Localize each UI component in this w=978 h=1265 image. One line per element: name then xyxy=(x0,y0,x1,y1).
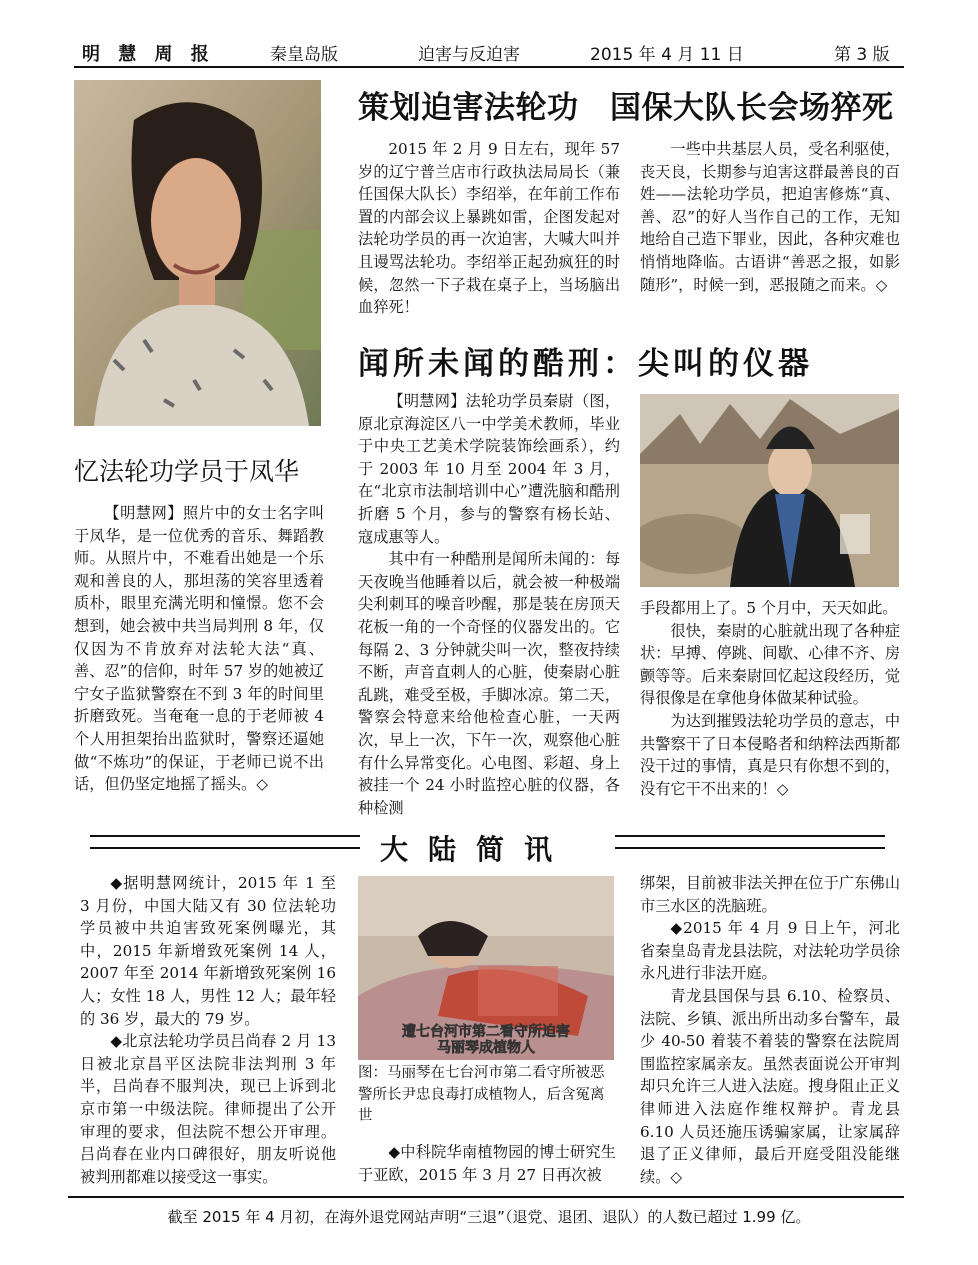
article1-col1 xyxy=(358,138,620,319)
paper-name: 明 慧 周 报 xyxy=(82,44,215,65)
footer-notice: 截至 2015 年 4 月初，在海外退党网站声明“三退”（退党、退团、退队）的人数已超过 1.99 亿。 xyxy=(167,1208,811,1226)
brief-3: ◆中科院华南植物园的博士研究生于亚欧，2015 年 3 月 27 日再次被 xyxy=(358,1143,616,1184)
article3-p4: 很快，秦尉的心脏就出现了各种症状：早搏、停跳、间歇、心律不齐、房颤等等。后来秦尉回忆起这段经历，觉得很像是在拿他身体做某种试验。 xyxy=(640,621,900,708)
portrait-photo xyxy=(74,80,321,426)
article3-p3: 手段都用上了。5 个月中，天天如此。 xyxy=(640,599,898,617)
page-number: 第 3 版 xyxy=(834,45,890,65)
briefs-col2 xyxy=(358,1141,616,1186)
photo-overlay-line2: 马丽琴成植物人 xyxy=(437,1040,535,1056)
article1-body2: 一些中共基层人员，受名利驱使，丧天良，长期参与迫害这群最善良的百姓——法轮功学员，把迫害修炼“真、善、忍”的好人当作自己的工作，无知地给自己造下罪业，因此，各种灾难也悄悄地降临。古语讲“善恶之报，如影随形”，时候一到，恶报随之而来。◇ xyxy=(640,140,900,294)
brief-4: ◆2015 年 4 月 9 日上午，河北省秦皇岛青龙县法院，对法轮功学员徐永凡进行非法开庭。 xyxy=(640,919,900,983)
separator-left-bars xyxy=(90,835,360,849)
article2-body-col xyxy=(74,502,324,796)
brief-3-continued: 绑架，目前被非法关押在位于广东佛山市三水区的洗脑班。 xyxy=(640,874,900,915)
separator-right-bars xyxy=(615,835,885,849)
article3-p5: 为达到摧毁法轮功学员的意志，中共警察干了日本侵略者和纳粹法西斯都没干过的事情，真是只有你想不到的，没有它干不出来的！◇ xyxy=(640,711,900,798)
photo-caption: 图：马丽琴在七台河市第二看守所被恶警所长尹忠良毒打成植物人，后含冤离世 xyxy=(358,1065,605,1124)
headline-article3: 闻所未闻的酷刑：尖叫的仪器 xyxy=(358,346,813,382)
ma-liqin-photo xyxy=(358,876,614,1060)
article3-p1: 【明慧网】法轮功学员秦尉（图，原北京海淀区八一中学美术教师，毕业于中央工艺美术学院装饰绘画系），约于 2003 年 10 月至 2004 年 3 月，在“北京市法制培训中心”遭洗脑和酷刑折磨 5 个月，参与的警察有杨长站、寇成惠等人。 xyxy=(358,392,620,546)
issue-date: 2015 年 4 月 11 日 xyxy=(590,45,744,65)
brief-2: ◆北京法轮功学员吕尚春 2 月 13 日被北京昌平区法院非法判刑 3 年半，吕尚春不服判决，现已上诉到北京市第一中级法院。律师提出了公开审理的要求，但法院不想公开审理。吕尚春在业内口碑很好，朋友听说他被判刑都难以接受这一事实。 xyxy=(80,1032,336,1186)
briefs-col3 xyxy=(640,872,900,1188)
article3-p2: 其中有一种酷刑是闻所未闻的：每天夜晚当他睡着以后，就会被一种极端尖利刺耳的噪音吵醒，那是装在房顶天花板一角的一个奇怪的仪器发出的。它每隔 2、3 分钟就尖叫一次，整夜持续不断，声音直刺人的心脏，使秦尉心脏乱跳，难受至极，手脚冰凉。第二天，警察会特意来给他检查心脏，一天两次，早上一次，下午一次，观察他心脏有什么异常变化。心电图、彩超、身上被挂一个 24 小时监控心脏的仪器，各种检测 xyxy=(358,550,620,817)
article3-col2 xyxy=(640,597,900,800)
qin-wei-photo xyxy=(640,394,899,587)
article1-col2 xyxy=(640,138,900,296)
brief-5: 青龙县国保与县 6.10、检察员、法院、乡镇、派出所出动多台警车，最少 40-50 着装不着装的警察在法院周围监控家属亲友。虽然表面说公开审判却只允许三人进入法庭。搜身阻止正义律师进入法庭作维权辩护。青龙县 6.10 人员还施压诱骗家属，让家属辞退了正义律师，最后开庭受阻没能继续。◇ xyxy=(640,986,900,1186)
briefs-separator xyxy=(80,828,890,864)
briefs-title: 大陆简讯 xyxy=(380,833,573,866)
masthead xyxy=(78,38,900,64)
headline-article2: 忆法轮功学员于凤华 xyxy=(74,457,300,486)
footer-rule xyxy=(68,1196,904,1198)
header-rule xyxy=(74,66,904,68)
headline-article1: 策划迫害法轮功 国保大队长会场猝死 xyxy=(358,90,894,126)
article1-body1: 2015 年 2 月 9 日左右，现年 57 岁的辽宁普兰店市行政执法局局长（兼任国保大队长）李绍举，在年前工作布置的内部会议上暴跳如雷，企图发起对法轮功学员的再一次迫害，大喊大叫并且谩骂法轮功。李绍举正起劲疯狂的时候，忽然一下子栽在桌子上，当场脑出血猝死！ xyxy=(358,140,620,317)
edition: 秦皇岛版 xyxy=(270,45,338,65)
section-name: 迫害与反迫害 xyxy=(418,45,520,65)
article3-col1 xyxy=(358,390,620,819)
brief-1: ◆据明慧网统计，2015 年 1 至 3 月份，中国大陆又有 30 位法轮功学员被中共迫害致死案例曝光，其中，2015 年新增致死案例 14 人，2007 年至 2014 年新增致死案例 16 人；女性 18 人，男性 12 人；最年轻的 36 岁，最大的 79 岁。 xyxy=(80,874,336,1028)
article2-body: 【明慧网】照片中的女士名字叫于凤华，是一位优秀的音乐、舞蹈教师。从照片中，不难看出她是一个乐观和善良的人，那坦荡的笑容里透着质朴，眼里充满光明和憧憬。您不会想到，她会被中共当局判刑 8 年，仅仅因为不肯放弃对法轮大法“真、善、忍”的信仰，时年 57 岁的她被辽宁女子监狱警察在不到 3 年的时间里折磨致死。当奄奄一息的于老师被 4 个人用担架抬出监狱时，警察还逼她做“不炼功”的保证，于老师已说不出话，但仍坚定地摇了摇头。◇ xyxy=(74,504,324,794)
photo-overlay-line1: 遭七台河市第二看守所迫害 xyxy=(402,1024,570,1040)
briefs-col1 xyxy=(80,872,336,1188)
